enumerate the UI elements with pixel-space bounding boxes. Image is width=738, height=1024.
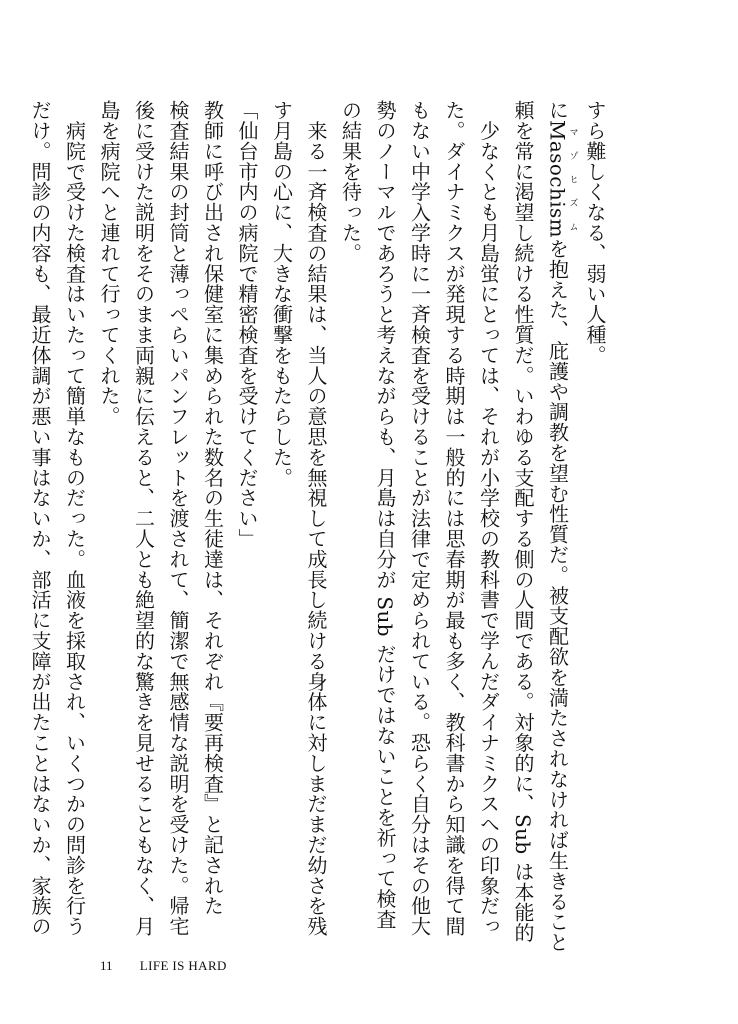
text-line: 来る一斉検査の結果は、当人の意思を無視して成長し続ける身体に対しまだまだ幼さを残 [304,100,328,937]
page-number: 11 [100,958,113,973]
text-line: 検査結果の封筒と薄っぺらいパンフレットを渡されて、簡潔で無感情な説明を受けた。帰宅 [166,100,190,937]
text-line: だけ。問診の内容も、最近体調が悪い事はないか、部活に支障が出たことはないか、家族の [28,100,52,937]
text-line: もない中学入学時に一斉検査を受けることが法律で定められている。恐らく自分はその他大 [407,100,432,937]
text-line: 教師に呼び出され保健室に集められた数名の生徒達は、それぞれ『要再検査』と記された [200,100,225,916]
text-line: す月島の心に、大きな衝撃をもたらした。 [269,100,294,488]
page-footer [100,958,227,974]
running-title: LIFE IS HARD [139,958,227,973]
text-line: た。ダイナミクスが発現する時期は一般的には思春期が最も多く、教科書から知識を得て間 [442,100,466,937]
text-line: の結果を待った。 [338,100,363,264]
text-line: 「仙台市内の病院で精密検査を受けてください」 [235,100,259,549]
text-line: 島を病院へと連れて行ってくれた。 [97,100,121,427]
text-line: 勢のノーマルであろうと考えながらも、月島は自分が Sub だけではないことを祈って検査 [373,100,397,930]
text-line: にMasochismマゾヒズムを抱えた、庇護や調教を望む性質だ。被支配欲を満たされなければ生きること [545,100,578,953]
text-line: すら難しくなる、弱い人種。 [583,100,607,366]
ruby-annotation: Masochismマゾヒズム [545,120,578,239]
text-line: 少なくとも月島蛍にとっては、それが小学校の教科書で学んだダイナミクスへの印象だっ [476,100,501,937]
text-line: 後に受けた説明をそのまま両親に伝えると、二人とも絶望的な驚きを見せることもなく、月 [131,100,156,937]
text-line: 病院で受けた検査はいたって簡単なものだった。血液を採取され、いくつかの問診を行う [62,100,87,937]
vertical-body-text [28,100,612,953]
text-line: 頼を常に渇望し続ける性質だ。いわゆる支配する側の人間である。対象的に、Sub は本能的 [511,100,535,943]
